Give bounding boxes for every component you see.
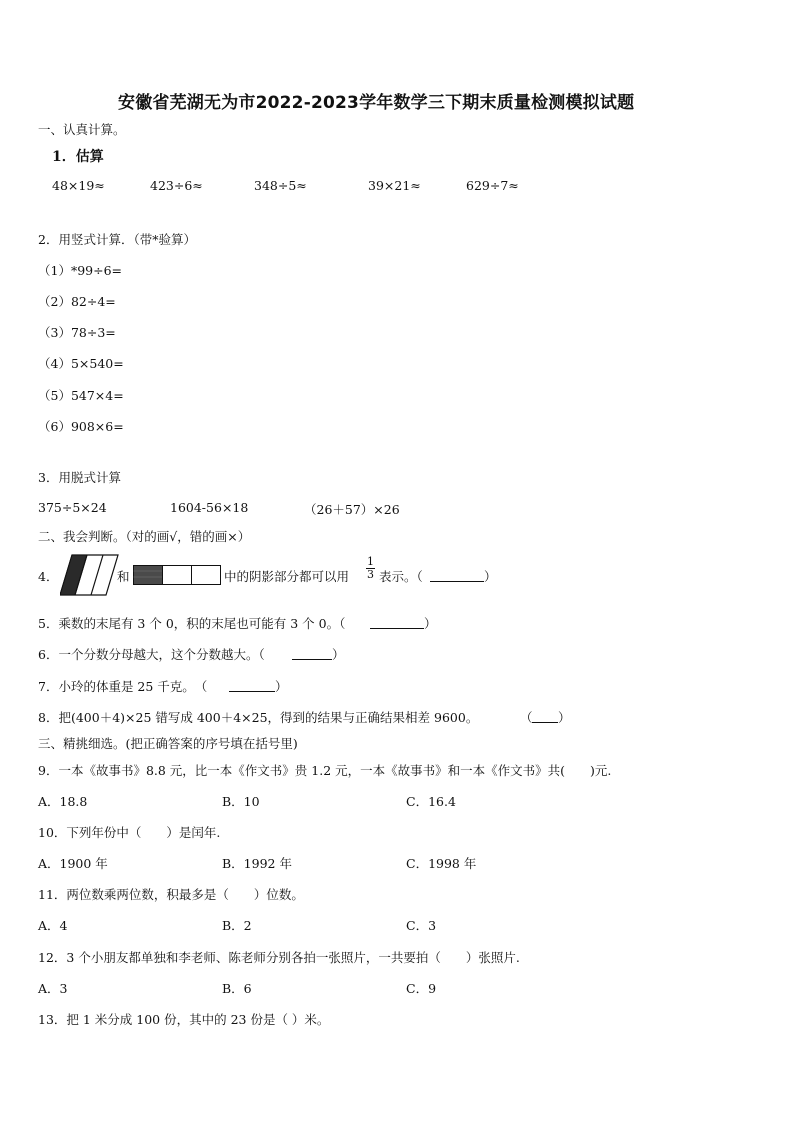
q3-label: 3．用脱式计算 [38,470,121,485]
q1-item: 423÷6≈ [150,178,203,193]
q11-option-c[interactable]: C．3 [406,918,437,933]
q2-item: （5）547×4= [38,388,124,403]
q3-item: （26＋57）×26 [304,502,400,517]
q10-option-b[interactable]: B．1992 年 [222,856,292,871]
q5-close: ） [424,616,437,631]
q12-text: 12．3 个小朋友都单独和李老师、陈老师分别各拍一张照片，一共要拍（ ）张照片. [38,950,520,965]
q6-answer-blank[interactable] [292,647,332,660]
q6-close: ） [332,647,345,662]
q4-answer-blank[interactable] [430,569,484,582]
q2-item: （1）*99÷6= [38,263,123,278]
q1-item: 48×19≈ [52,178,105,193]
q9-text: 9．一本《故事书》8.8 元，比一本《作文书》贵 1.2 元，一本《故事书》和一本《作文书》共( )元. [38,763,612,778]
q2-item: （3）78÷3= [38,325,116,340]
q1-item: 348÷5≈ [254,178,307,193]
q11-text: 11．两位数乘两位数，积最多是（ ）位数。 [38,887,304,902]
q9-option-c[interactable]: C．16.4 [406,794,456,809]
fraction-one-third [366,556,375,581]
q7-answer-blank[interactable] [229,679,275,692]
section2-heading: 二、我会判断。（对的画√，错的画×） [38,529,251,544]
q1-item: 629÷7≈ [466,178,519,193]
q3-item: 375÷5×24 [38,500,107,515]
shaded-bar-figure [133,565,223,585]
shaded-parallelogram-figure [60,553,120,597]
q5-answer-blank[interactable] [370,616,424,629]
q3-item: 1604-56×18 [170,500,249,515]
q4-number: 4． [38,569,59,584]
q10-option-a[interactable]: A．1900 年 [38,856,108,871]
q7-close: ） [275,679,288,694]
q5-text: 5．乘数的末尾有 3 个 0，积的末尾也可能有 3 个 0。（ [38,616,346,631]
page-title: 安徽省芜湖无为市2022-2023学年数学三下期末质量检测模拟试题 [118,93,635,113]
q4-close: ） [484,569,497,584]
q2-item: （2）82÷4= [38,294,116,309]
q9-option-a[interactable]: A．18.8 [38,794,88,809]
q11-option-a[interactable]: A．4 [38,918,68,933]
q6-text: 6．一个分数分母越大，这个分数越大。（ [38,647,265,662]
q4-and: 和 [117,569,130,584]
section1-heading: 一、认真计算。 [38,122,126,137]
q2-item: （4）5×540= [38,356,124,371]
q12-option-a[interactable]: A．3 [38,981,68,996]
q8-open: （ [520,710,533,725]
q9-option-b[interactable]: B．10 [222,794,260,809]
q12-option-c[interactable]: C．9 [406,981,437,996]
q12-option-b[interactable]: B．6 [222,981,252,996]
q7-text: 7．小玲的体重是 25 千克。 （ [38,679,208,694]
section3-heading: 三、精挑细选。(把正确答案的序号填在括号里) [38,736,298,751]
fraction-denominator: 3 [367,568,374,581]
q8-answer-blank[interactable] [532,710,558,723]
q1-label: 1．估算 [52,149,104,165]
q13-text: 13．把 1 米分成 100 份，其中的 23 份是（ ）米。 [38,1012,330,1027]
q4-text-after: 表示。（ [379,569,423,584]
q10-text: 10．下列年份中（ ）是闰年. [38,825,221,840]
q1-item: 39×21≈ [368,178,421,193]
q8-text: 8．把(400＋4)×25 错写成 400＋4×25，得到的结果与正确结果相差 9600。 [38,710,479,725]
q2-label: 2．用竖式计算．（带*验算） [38,232,196,247]
q11-option-b[interactable]: B．2 [222,918,252,933]
q4-text-before: 中的阴影部分都可以用 [224,569,350,584]
q2-item: （6）908×6= [38,419,124,434]
q10-option-c[interactable]: C．1998 年 [406,856,477,871]
fraction-numerator: 1 [367,555,374,568]
q8-close: ） [558,710,571,725]
